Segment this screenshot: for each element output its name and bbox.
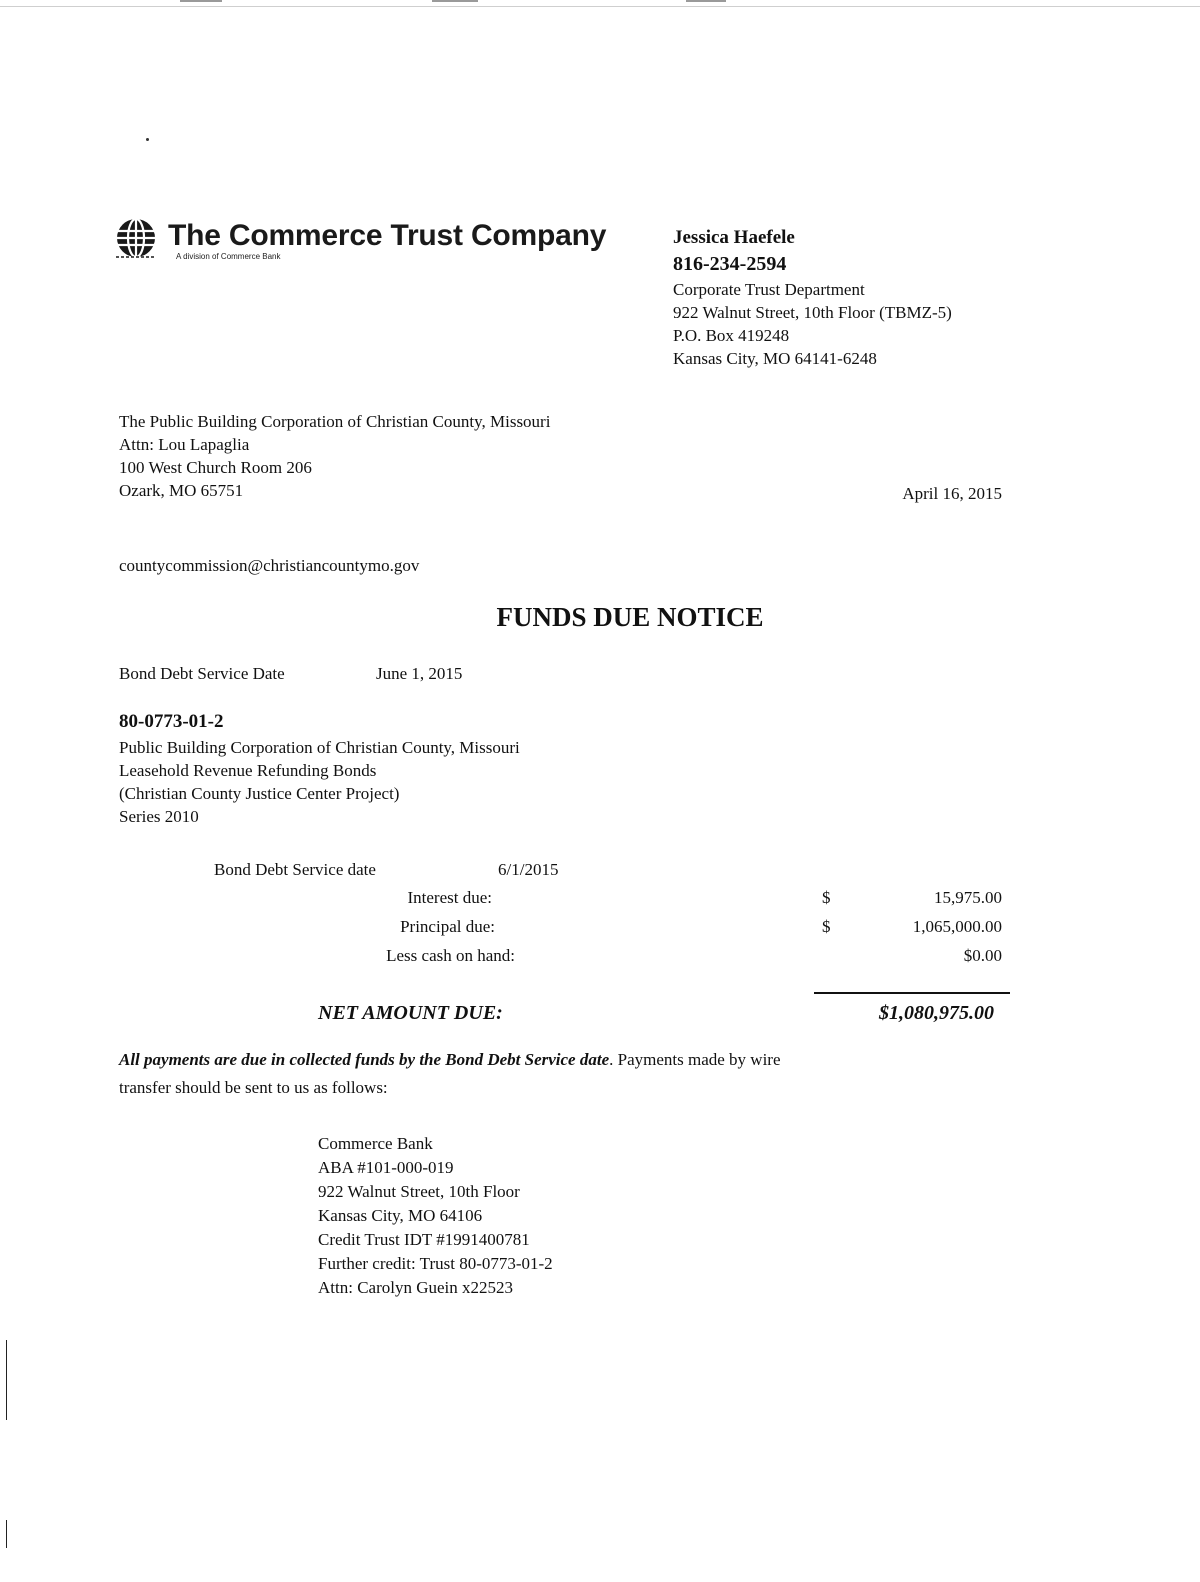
- recipient-line: Attn: Lou Lapaglia: [119, 435, 250, 454]
- margin-scan-mark: [6, 1340, 7, 1420]
- letter-date: April 16, 2015: [902, 484, 1002, 503]
- bond-line: (Christian County Justice Center Project): [119, 784, 400, 803]
- contact-street: 922 Walnut Street, 10th Floor (TBMZ-5): [673, 303, 952, 322]
- recipient-line: Ozark, MO 65751: [119, 481, 244, 500]
- calc-service-value: 6/1/2015: [498, 860, 559, 879]
- payment-emphasis: All payments are due in collected funds by the Bond Debt Service date: [119, 1050, 610, 1069]
- top-scan-mark: [180, 0, 222, 2]
- principal-amount: 1,065,000.00: [912, 917, 1002, 936]
- wire-line: Attn: Carolyn Guein x22523: [318, 1278, 514, 1297]
- wire-line: 922 Walnut Street, 10th Floor: [318, 1182, 520, 1201]
- bond-line: Leasehold Revenue Refunding Bonds: [119, 761, 377, 780]
- wire-line: Credit Trust IDT #1991400781: [318, 1230, 530, 1249]
- interest-currency: $: [822, 888, 831, 907]
- contact-phone: 816-234-2594: [673, 253, 787, 275]
- wire-line: Commerce Bank: [318, 1134, 433, 1153]
- wire-details: [318, 1132, 553, 1300]
- bond-line: Series 2010: [119, 807, 199, 826]
- top-scan-line: [0, 6, 1200, 7]
- interest-amount: 15,975.00: [934, 888, 1002, 907]
- company-name: The Commerce Trust Company: [168, 219, 607, 252]
- payment-text: . Payments made by wire: [609, 1050, 781, 1069]
- principal-currency: $: [822, 917, 831, 936]
- wire-line: Further credit: Trust 80-0773-01-2: [318, 1254, 553, 1273]
- recipient-email: countycommission@christiancountymo.gov: [119, 556, 420, 575]
- recipient-address: [119, 410, 550, 502]
- page-title: FUNDS DUE NOTICE: [496, 602, 764, 632]
- net-amount-label: NET AMOUNT DUE:: [318, 1002, 503, 1024]
- recipient-line: The Public Building Corporation of Christian County, Missouri: [119, 412, 551, 431]
- globe-icon: [114, 216, 158, 260]
- top-scan-mark: [432, 0, 478, 2]
- contact-department: Corporate Trust Department: [673, 280, 865, 299]
- total-rule: [814, 992, 1010, 994]
- calc-service-label: Bond Debt Service date: [214, 860, 376, 879]
- payment-instructions-line2: transfer should be sent to us as follows:: [119, 1078, 388, 1097]
- company-tagline: A division of Commerce Bank: [176, 252, 281, 261]
- principal-label: Principal due:: [400, 917, 495, 936]
- margin-scan-mark: [6, 1520, 7, 1548]
- cash-label: Less cash on hand:: [386, 946, 515, 965]
- net-amount-value: $1,080,975.00: [879, 1002, 994, 1024]
- trust-number: 80-0773-01-2: [119, 711, 224, 732]
- contact-block: [673, 226, 952, 370]
- contact-po-box: P.O. Box 419248: [673, 326, 790, 345]
- payment-instructions: [119, 1048, 781, 1071]
- scan-speck: [146, 138, 149, 141]
- bond-description: [119, 736, 520, 828]
- cash-amount: $0.00: [963, 946, 1002, 965]
- contact-name: Jessica Haefele: [673, 227, 795, 248]
- contact-city: Kansas City, MO 64141-6248: [673, 349, 877, 368]
- service-date-value: June 1, 2015: [376, 664, 463, 683]
- recipient-line: 100 West Church Room 206: [119, 458, 312, 477]
- interest-label: Interest due:: [407, 888, 492, 907]
- top-scan-mark: [686, 0, 726, 2]
- bond-line: Public Building Corporation of Christian County, Missouri: [119, 738, 520, 757]
- service-date-label: Bond Debt Service Date: [119, 664, 285, 683]
- wire-line: ABA #101-000-019: [318, 1158, 454, 1177]
- wire-line: Kansas City, MO 64106: [318, 1206, 483, 1225]
